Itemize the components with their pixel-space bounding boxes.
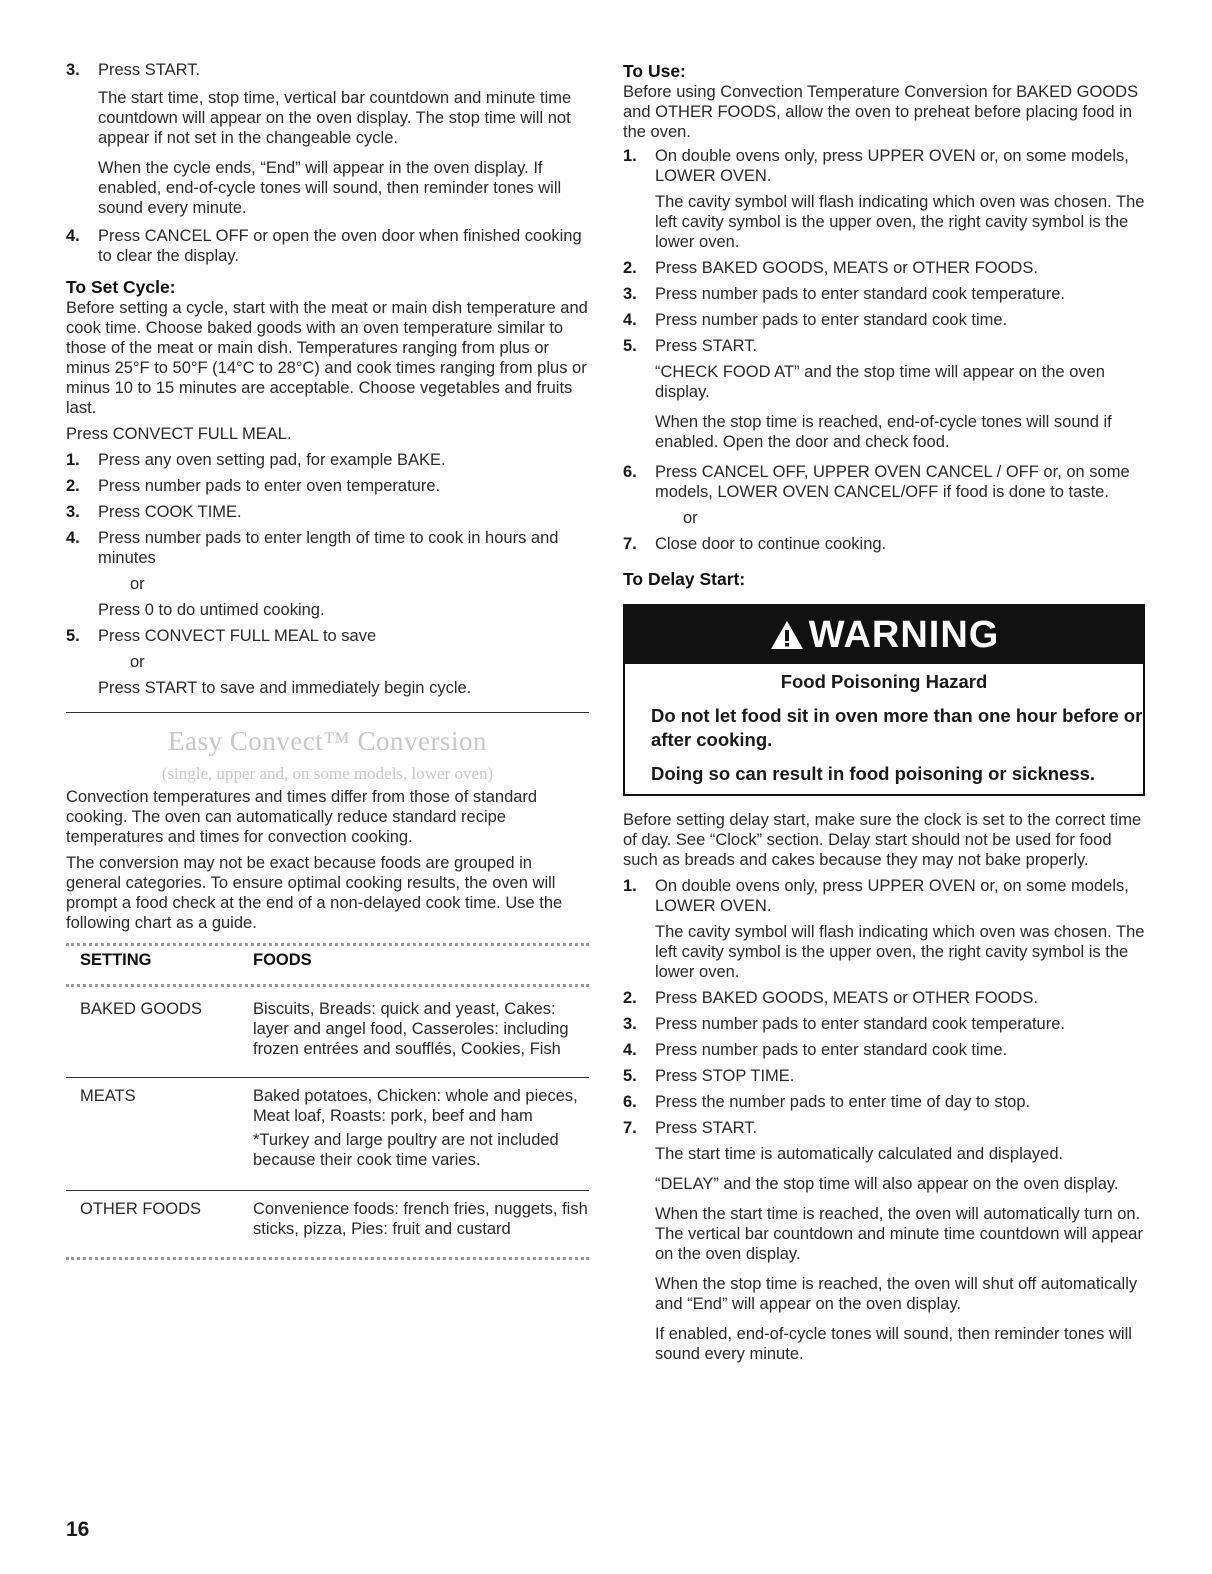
step-number: 5. bbox=[623, 337, 637, 355]
foods-note: *Turkey and large poultry are not included because their cook time varies. bbox=[253, 1131, 559, 1169]
list-item bbox=[623, 876, 1145, 916]
list-item bbox=[623, 1118, 1145, 1138]
step-number: 6. bbox=[623, 1093, 637, 1111]
step-text: On double ovens only, press UPPER OVEN or, on some models, LOWER OVEN. bbox=[655, 877, 1129, 915]
warning-box bbox=[623, 604, 1145, 796]
step-text: Press number pads to enter standard cook time. bbox=[655, 311, 1008, 329]
list-item bbox=[623, 310, 1145, 330]
step-text: Press number pads to enter oven temperature. bbox=[98, 477, 441, 495]
table-row bbox=[66, 1199, 589, 1239]
step-number: 1. bbox=[623, 877, 637, 895]
list-item bbox=[623, 284, 1145, 304]
step-text: Press START. bbox=[655, 337, 758, 355]
step-text: Press number pads to enter standard cook time. bbox=[655, 1041, 1008, 1059]
step-number: 1. bbox=[623, 147, 637, 165]
delay-intro: Before setting delay start, make sure the clock is set to the correct time of day. See “Clock” section. Delay start should not be used for food such as breads and cakes because they may not bake properly. bbox=[623, 811, 1142, 869]
step-number: 3. bbox=[623, 1015, 637, 1033]
foods-text: Baked potatoes, Chicken: whole and pieces, Meat loaf, Roasts: pork, beef and ham bbox=[253, 1087, 578, 1125]
table-row-divider bbox=[66, 1077, 589, 1078]
use-step-5-detail-2: When the stop time is reached, end-of-cycle tones will sound if enabled. Open the door and check food. bbox=[655, 413, 1112, 451]
step-number: 2. bbox=[66, 477, 80, 495]
warning-message-2: Doing so can result in food poisoning or sickness. bbox=[651, 763, 1096, 784]
step-text: Press CANCEL OFF or open the oven door when finished cooking to clear the display. bbox=[98, 227, 582, 265]
table-cell-setting: BAKED GOODS bbox=[80, 1000, 202, 1018]
step-text: Press START. bbox=[98, 61, 201, 79]
list-item bbox=[623, 1040, 1145, 1060]
step-number: 6. bbox=[623, 463, 637, 481]
conversion-table bbox=[66, 943, 589, 1260]
delay-start-heading: To Delay Start: bbox=[623, 569, 746, 589]
set-cycle-heading: To Set Cycle: bbox=[66, 277, 176, 297]
right-column bbox=[623, 60, 1145, 1364]
untimed-text: Press 0 to do untimed cooking. bbox=[98, 601, 325, 619]
to-use-intro: Before using Convection Temperature Conversion for BAKED GOODS and OTHER FOODS, allow the oven to preheat before placing food in the oven. bbox=[623, 83, 1139, 141]
section-subtitle: (single, upper and, on some models, lower oven) bbox=[161, 764, 494, 783]
table-header-row bbox=[66, 950, 589, 970]
delay-step-7-detail-5: If enabled, end-of-cycle tones will sound, then reminder tones will sound every minute. bbox=[655, 1325, 1132, 1363]
table-top-rule bbox=[66, 943, 589, 946]
step-number: 4. bbox=[623, 311, 637, 329]
to-use-heading: To Use: bbox=[623, 61, 686, 81]
list-item bbox=[623, 146, 1145, 186]
save-begin-text: Press START to save and immediately begin cycle. bbox=[98, 679, 472, 697]
table-cell-setting: MEATS bbox=[80, 1087, 136, 1105]
table-bottom-rule bbox=[66, 1257, 589, 1260]
step-number: 2. bbox=[623, 259, 637, 277]
table-cell-setting: OTHER FOODS bbox=[80, 1200, 202, 1218]
list-item bbox=[66, 528, 589, 568]
list-item bbox=[66, 450, 589, 470]
step-3-detail-2: When the cycle ends, “End” will appear in the oven display. If enabled, end-of-cycle tones will sound, then reminder tones will sound every minute. bbox=[98, 159, 562, 217]
step-number: 3. bbox=[623, 285, 637, 303]
step-text: Press CANCEL OFF, UPPER OVEN CANCEL / OFF or, on some models, LOWER OVEN CANCEL/OFF if food is done to taste. bbox=[655, 463, 1130, 501]
step-number: 3. bbox=[66, 503, 80, 521]
list-item bbox=[623, 1066, 1145, 1086]
step-number: 4. bbox=[66, 529, 80, 547]
step-number: 7. bbox=[623, 1119, 637, 1137]
step-4 bbox=[66, 226, 589, 266]
step-number: 7. bbox=[623, 535, 637, 553]
delay-step-7-detail-3: When the start time is reached, the oven will automatically turn on. The vertical bar countdown and minute time countdown will appear on the oven display. bbox=[655, 1205, 1143, 1263]
step-number: 5. bbox=[66, 627, 80, 645]
step-text: Press BAKED GOODS, MEATS or OTHER FOODS. bbox=[655, 259, 1038, 277]
step-text: Press any oven setting pad, for example BAKE. bbox=[98, 451, 446, 469]
list-item bbox=[66, 626, 589, 646]
or-text: or bbox=[683, 509, 698, 527]
step-3 bbox=[66, 60, 589, 80]
conversion-paragraph-2: The conversion may not be exact because foods are grouped in general categories. To ensure optimal cooking results, the oven will prompt a food check at the end of a non-delayed cook time. Use the following chart as a guide. bbox=[66, 854, 563, 932]
section-title: Easy Convect™ Conversion bbox=[168, 726, 487, 756]
list-item bbox=[623, 336, 1145, 356]
list-item bbox=[66, 502, 589, 522]
step-text: Press BAKED GOODS, MEATS or OTHER FOODS. bbox=[655, 989, 1038, 1007]
step-text: Press the number pads to enter time of day to stop. bbox=[655, 1093, 1031, 1111]
left-column bbox=[66, 60, 589, 1260]
column-header-foods: FOODS bbox=[253, 951, 312, 969]
list-item bbox=[623, 1092, 1145, 1112]
step-3-detail-1: The start time, stop time, vertical bar countdown and minute time countdown will appear on the oven display. The stop time will not appear if not set in the changeable cycle. bbox=[98, 89, 572, 147]
warning-title: WARNING bbox=[808, 613, 1000, 656]
step-text: On double ovens only, press UPPER OVEN or, on some models, LOWER OVEN. bbox=[655, 147, 1129, 185]
use-step-1-detail: The cavity symbol will flash indicating which oven was chosen. The left cavity symbol is the upper oven, the right cavity symbol is the lower oven. bbox=[655, 193, 1145, 251]
hazard-title: Food Poisoning Hazard bbox=[780, 671, 988, 692]
list-item bbox=[623, 1014, 1145, 1034]
press-convect-text: Press CONVECT FULL MEAL. bbox=[66, 425, 292, 443]
table-row bbox=[66, 999, 589, 1059]
step-number: 1. bbox=[66, 451, 80, 469]
table-cell-foods: Convenience foods: french fries, nuggets, fish sticks, pizza, Pies: fruit and custard bbox=[253, 1200, 588, 1238]
or-text: or bbox=[130, 653, 145, 671]
delay-step-1-detail: The cavity symbol will flash indicating which oven was chosen. The left cavity symbol is the upper oven, the right cavity symbol is the lower oven. bbox=[655, 923, 1145, 981]
table-cell-foods bbox=[253, 1086, 589, 1170]
warning-triangle-icon bbox=[769, 619, 805, 651]
or-text: or bbox=[130, 575, 145, 593]
step-text: Press CONVECT FULL MEAL to save bbox=[98, 627, 377, 645]
use-step-5-detail-1: “CHECK FOOD AT” and the stop time will appear on the oven display. bbox=[655, 363, 1105, 401]
step-text: Press COOK TIME. bbox=[98, 503, 242, 521]
warning-banner bbox=[625, 606, 1143, 664]
step-text: Press number pads to enter length of time to cook in hours and minutes bbox=[98, 529, 559, 567]
list-item bbox=[66, 476, 589, 496]
step-number: 3. bbox=[66, 61, 80, 79]
page-number: 16 bbox=[66, 1518, 90, 1541]
step-text: Press START. bbox=[655, 1119, 758, 1137]
section-divider bbox=[66, 712, 589, 713]
step-text: Press number pads to enter standard cook temperature. bbox=[655, 1015, 1065, 1033]
table-header-rule bbox=[66, 984, 589, 987]
step-text: Press number pads to enter standard cook temperature. bbox=[655, 285, 1065, 303]
conversion-paragraph-1: Convection temperatures and times differ from those of standard cooking. The oven can automatically reduce standard recipe temperatures and times for convection cooking. bbox=[66, 788, 538, 846]
table-cell-foods: Biscuits, Breads: quick and yeast, Cakes: layer and angel food, Casseroles: including frozen entrées and soufflés, Cookies, Fish bbox=[253, 1000, 569, 1058]
table-row bbox=[66, 1086, 589, 1170]
step-number: 5. bbox=[623, 1067, 637, 1085]
list-item bbox=[623, 462, 1145, 502]
set-cycle-intro: Before setting a cycle, start with the meat or main dish temperature and cook time. Choose baked goods with an oven temperature similar to those of the meat or main dish. Temperatures ranging from plus or minus 25°F to 50°F (14°C to 28°C) and cook times ranging from plus or minus 10 to 15 minutes are acceptable. Choose vegetables and fruits last. bbox=[66, 299, 588, 417]
delay-step-7-detail-2: “DELAY” and the stop time will also appear on the oven display. bbox=[655, 1175, 1119, 1193]
table-row-divider bbox=[66, 1190, 589, 1191]
list-item bbox=[623, 988, 1145, 1008]
step-number: 4. bbox=[66, 227, 80, 245]
column-header-setting: SETTING bbox=[80, 951, 152, 969]
warning-message-1: Do not let food sit in oven more than one hour before or after cooking. bbox=[651, 705, 1143, 750]
step-number: 4. bbox=[623, 1041, 637, 1059]
step-text: Close door to continue cooking. bbox=[655, 535, 887, 553]
delay-step-7-detail-1: The start time is automatically calculated and displayed. bbox=[655, 1145, 1064, 1163]
list-item bbox=[623, 258, 1145, 278]
step-number: 2. bbox=[623, 989, 637, 1007]
step-text: Press STOP TIME. bbox=[655, 1067, 795, 1085]
list-item bbox=[623, 534, 1145, 554]
delay-step-7-detail-4: When the stop time is reached, the oven will shut off automatically and “End” will appear on the oven display. bbox=[655, 1275, 1138, 1313]
